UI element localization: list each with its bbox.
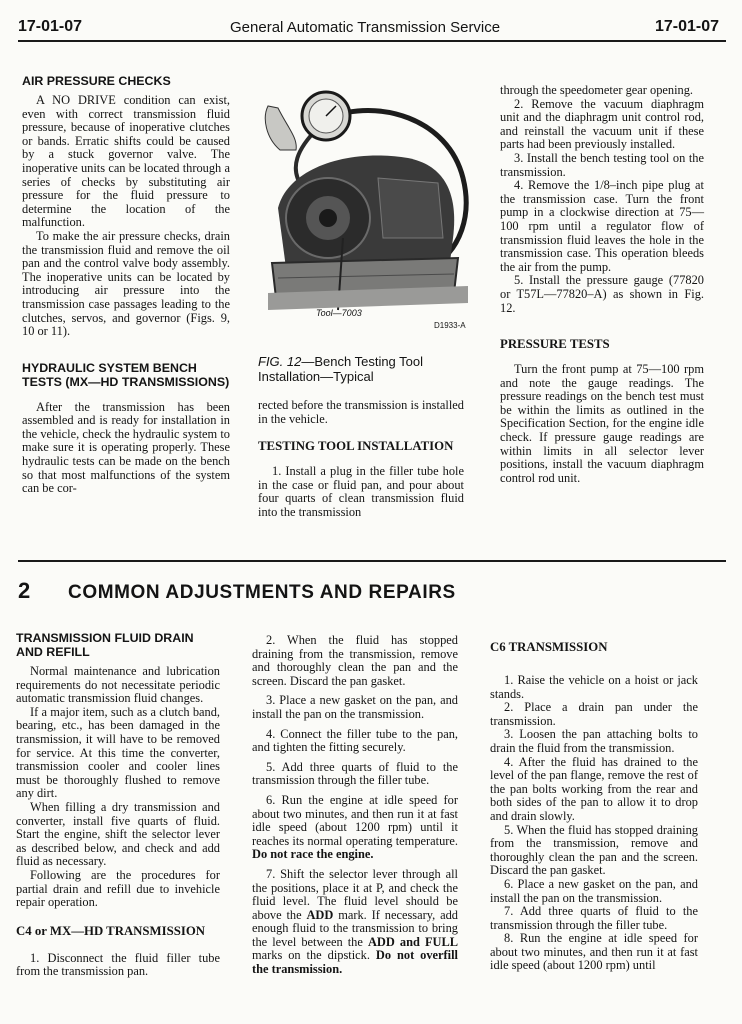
- top-middle-column: [258, 399, 464, 520]
- c6-heading: C6 TRANSMISSION: [490, 640, 608, 654]
- testing-step-2: 2. Remove the vacuum diaphragm unit and the diaphragm unit control rod, and reinstall the vacuum unit if these parts had been previously installed.: [500, 96, 704, 152]
- c6-step-4: 4. After the fluid has drained to the level of the pan flange, remove the rest of the pan bolts working from the rear and both sides of the pan to allow it to drop and drain slowly.: [490, 754, 698, 823]
- testing-step-1: 1. Install a plug in the filler tube hole in the case or fluid pan, and pour about four quarts of clean transmission fluid into the transmission: [258, 464, 464, 519]
- c4-step-7-text-b: mark. If necessary, add enough fluid to the transmission to bring the level between the: [252, 907, 458, 949]
- c4-full-mark: FULL: [424, 934, 458, 949]
- c4-step-3: 3. Place a new gasket on the pan, and install the pan on the transmission.: [252, 693, 458, 721]
- c4-step-7-text-c: marks on the dipstick.: [252, 948, 370, 963]
- c6-step-8: 8. Run the engine at idle speed for about two minutes, and then run it at fast idle speed (about 1200 rpm) until: [490, 931, 698, 973]
- c6-step-2: 2. Place a drain pan under the transmission.: [490, 700, 698, 728]
- pressure-paragraph: Turn the front pump at 75—100 rpm and note the gauge readings. The pressure readings on the bench test must be within the limits as outlined in the Specification Section, for the engine idle check. If pressure gauge readings are within limits in all selector lever positions, install the vacuum diaphragm control rod unit.: [500, 362, 704, 485]
- drain-paragraph-2: If a major item, such as a clutch band, bearing, etc., has been damaged in the transmission, it will have to be removed for service. At this time the converter, transmission cooler and cooler lines must be thoroughly flushed to remove any dirt.: [16, 704, 220, 801]
- fluid-drain-heading: TRANSMISSION FLUID DRAIN AND REFILL: [16, 631, 194, 659]
- continuation-paragraph: rected before the transmission is installed in the vehicle.: [258, 398, 464, 426]
- drain-paragraph-1: Normal maintenance and lubrication requirements do not necessitate periodic automatic transmission fluid changes.: [16, 664, 220, 706]
- c4-step-6-warning: Do not race the engine.: [252, 847, 374, 862]
- top-left-column: [22, 74, 230, 496]
- figure-number: FIG. 12: [258, 354, 302, 369]
- bottom-left-column: [16, 631, 220, 979]
- continuation-right: through the speedometer gear opening.: [500, 83, 694, 97]
- testing-step-3: 3. Install the bench testing tool on the transmission.: [500, 150, 704, 179]
- c6-step-1: 1. Raise the vehicle on a hoist or jack stands.: [490, 673, 698, 701]
- c4-and: and: [399, 934, 420, 949]
- testing-step-5: 5. Install the pressure gauge (77820 or T57L—77820–A) as shown in Fig. 12.: [500, 273, 704, 315]
- c4-heading: C4 or MX—HD TRANSMISSION: [16, 923, 206, 938]
- figure-id: D1933-A: [434, 321, 466, 330]
- c6-step-6: 6. Place a new gasket on the pan, and install the pan on the transmission.: [490, 876, 698, 905]
- figure-caption-text: —Bench Testing Tool Installation—Typical: [258, 354, 424, 384]
- c4-step-7-warning: Do not overfill the transmission.: [252, 948, 458, 977]
- pressure-tests-heading: PRESSURE TESTS: [500, 337, 610, 352]
- c4-step-7: [252, 868, 458, 977]
- c4-step-5: 5. Add three quarts of fluid to the transmission through the filler tube.: [252, 759, 458, 788]
- c6-step-3: 3. Loosen the pan attaching bolts to drain the fluid from the transmission.: [490, 727, 698, 755]
- section-rule: [18, 560, 726, 562]
- page-number-right: 17-01-07: [655, 18, 720, 35]
- top-right-column: [500, 84, 704, 485]
- air-pressure-heading: AIR PRESSURE CHECKS: [22, 74, 171, 88]
- air-paragraph-1: A NO DRIVE condition can exist, even with correct transmission fluid pressure, because of inoperative clutches or bands. Erratic shifts could be caused by a stuck governor valve. The inoperative units can be located through a series of checks by substituting air pressure for the fluid pressure to determine the location of the malfunction.: [22, 93, 230, 230]
- page-number-left: 17-01-07: [18, 18, 83, 35]
- section-title: COMMON ADJUSTMENTS AND REPAIRS: [68, 582, 456, 603]
- hydraulic-heading: HYDRAULIC SYSTEM BENCH TESTS (MX—HD TRANSMISSIONS): [22, 360, 230, 389]
- drain-paragraph-4: Following are the procedures for partial drain and refill due to invehicle repair operation.: [16, 867, 220, 910]
- testing-tool-heading: TESTING TOOL INSTALLATION: [258, 439, 454, 454]
- bench-testing-tool-photo: [258, 88, 478, 326]
- tool-label: Tool—7003: [316, 308, 362, 318]
- c4-add-mark-2: ADD: [367, 934, 395, 949]
- c4-step-7-text-a: 7. Shift the selector lever through all the positions, place it at P, and check the fluid level. The fluid level should be above the: [252, 866, 458, 922]
- air-paragraph-2: To make the air pressure checks, drain the transmission fluid and remove the oil pan and the control valve body assembly. The inoperative units can be located by introducing air pressure into the transmission case passages leading to the clutches, servos, and governor (Figs. 9, 10 or 11).: [22, 228, 230, 339]
- c4-step-6: [252, 794, 458, 862]
- testing-step-4: 4. Remove the 1/8–inch pipe plug at the transmission case. Turn the front pump in a clockwise direction at 75—100 rpm until a regulator flow of transmission fluid leaves the hole in the transmission case. This operation bleeds the air from the pump.: [500, 178, 704, 274]
- c4-step-6-text: 6. Run the engine at idle speed for about two minutes, and then run it at fast idle speed (about 1200 rpm) until it reaches its normal operating temperature.: [252, 792, 458, 848]
- hydraulic-paragraph: After the transmission has been assembled and is ready for installation in the vehicle, check the hydraulic system to make sure it is operating properly. These hydraulic tests can be made on the bench so that most malfunctions of the system can be cor-: [22, 399, 230, 496]
- running-title: General Automatic Transmission Service: [230, 19, 501, 36]
- c6-step-7: 7. Add three quarts of fluid to the transmission through the filler tube.: [490, 904, 698, 932]
- drain-paragraph-3: When filling a dry transmission and converter, install five quarts of fluid. Start the engine, shift the selector lever as described below, and check and add fluid as necessary.: [16, 799, 220, 869]
- c4-step-4: 4. Connect the filler tube to the pan, and tighten the fitting securely.: [252, 726, 458, 755]
- c4-step-1: 1. Disconnect the fluid filler tube from the transmission pan.: [16, 950, 220, 979]
- section-number: 2: [18, 578, 31, 603]
- header-rule: [18, 40, 726, 42]
- c4-add-mark: ADD: [306, 907, 334, 922]
- bottom-middle-column: [252, 634, 458, 977]
- figure-caption: [258, 354, 478, 384]
- c6-step-5: 5. When the fluid has stopped draining from the transmission, remove and thoroughly clean the pan and the screen. Discard the pan gasket.: [490, 822, 698, 878]
- c4-step-2: 2. When the fluid has stopped draining from the transmission, remove and thoroughly clean the pan and the screen. Discard the pan gasket.: [252, 633, 458, 688]
- bottom-right-column: [490, 640, 698, 973]
